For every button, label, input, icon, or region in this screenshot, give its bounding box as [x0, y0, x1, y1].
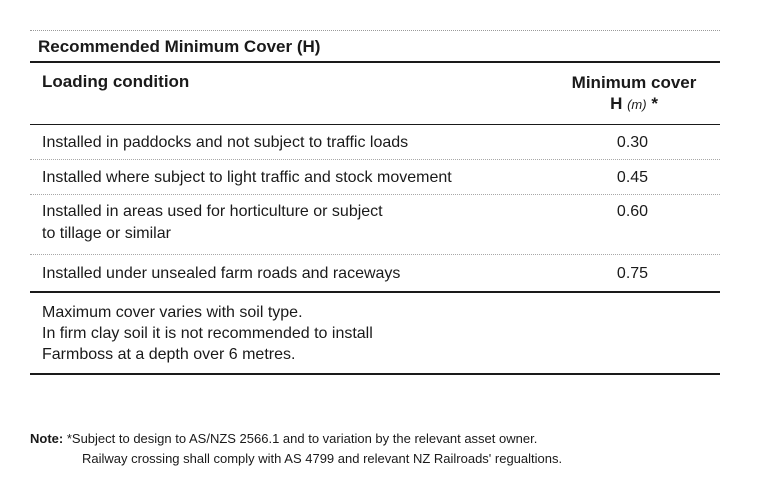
row-cover: 0.30 [616, 134, 649, 151]
note-label: Note: [30, 431, 64, 446]
table-row [30, 160, 720, 194]
table-row [30, 195, 720, 254]
header-minimum-cover-label: Minimum cover [571, 73, 697, 92]
table-footer-note [30, 293, 720, 373]
table-bottom-rule [30, 373, 720, 375]
note-text-1: *Subject to design to AS/NZS 2566.1 and to variation by the relevant asset owner. [66, 431, 538, 446]
note-text-2: Railway crossing shall comply with AS 4799 and relevant NZ Railroads' regualtions. [82, 451, 563, 466]
header-cover-symbol-line [548, 93, 720, 115]
footer-line: Farmboss at a depth over 6 metres. [42, 346, 296, 363]
row-cover: 0.60 [616, 203, 649, 220]
table-title: Recommended Minimum Cover (H) [38, 37, 321, 56]
row-cover: 0.45 [616, 169, 649, 186]
header-cover-asterisk: * [651, 94, 658, 113]
row-condition: Installed in paddocks and not subject to traffic loads [42, 134, 409, 151]
table-row [30, 255, 720, 291]
header-loading-condition: Loading condition [42, 72, 190, 91]
header-cover-unit: (m) [627, 97, 647, 112]
cover-table [30, 30, 720, 375]
row-condition: Installed under unsealed farm roads and raceways [42, 265, 401, 282]
header-minimum-cover [548, 72, 720, 124]
row-condition: Installed where subject to light traffic and stock movement [42, 169, 452, 186]
footer-line: In firm clay soil it is not recommended to install [42, 325, 373, 342]
header-cover-symbol: H [610, 94, 623, 113]
table-header-row [30, 63, 720, 124]
note-block [30, 429, 730, 469]
footer-line: Maximum cover varies with soil type. [42, 304, 303, 321]
note-line-1 [30, 429, 730, 449]
row-condition: Installed in areas used for horticulture or subject to tillage or similar [42, 203, 383, 242]
row-cover: 0.75 [616, 265, 649, 282]
table-row [30, 125, 720, 159]
